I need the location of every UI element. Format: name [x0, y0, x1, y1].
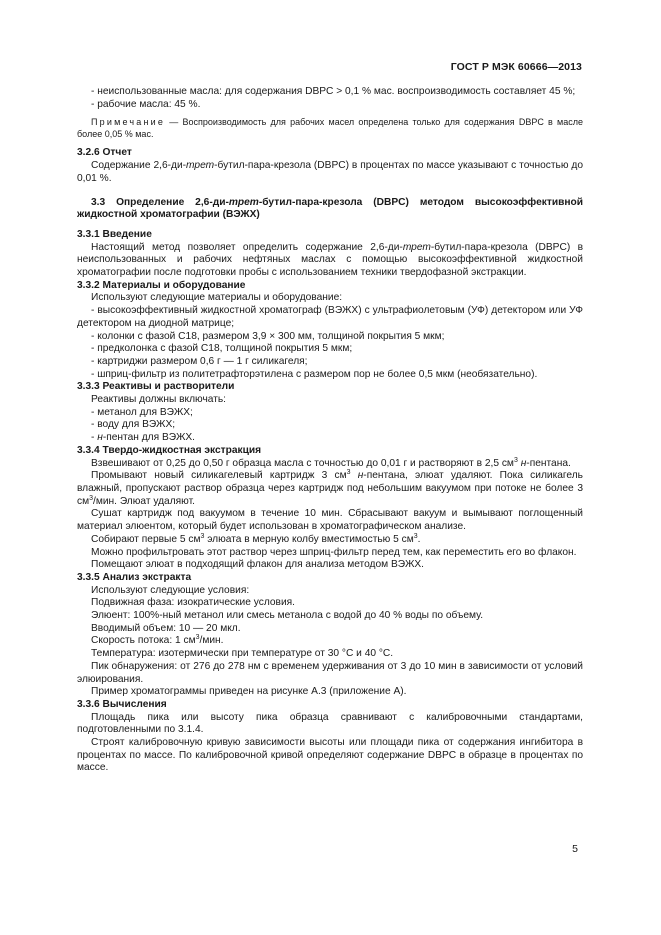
subsection-title: 3.3.2 Материалы и оборудование [77, 279, 246, 291]
paragraph: Скорость потока: 1 $см^3$/мин. [91, 634, 224, 647]
paragraph: Помещают элюат в подходящий флакон для анализа методом ВЭЖХ. [91, 559, 424, 571]
page-number: 5 [572, 843, 578, 855]
paragraph: Настоящий метод позволяет определить содержание 2,6-ди-трет-бутил-пара-крезола (DBPC) в неиспользованных и рабочих нефтяных маслах с помощью высокоэффективной жидкостной хроматографии после подготовки пробы с использованием техники твердофазной экстракции. [77, 241, 583, 279]
paragraph: Промывают новый силикагелевый картридж 3 $см^3$ н-пентана, элюат удаляют. Пока силикагель влажный, пропускают раствор образца через картридж под небольшим вакуумом при потоке не более 3 $см^3$/мин. Элюат удаляют. [77, 469, 583, 507]
list-item: - колонки с фазой С18, размером 3,9 × 300 мм, толщиной покрытия 5 мкм; [91, 330, 445, 342]
paragraph: Сушат картридж под вакуумом в течение 10 мин. Сбрасывают вакуум и вымывают поглощенный материал элюентом, который будет использован в хроматографическом анализе. [77, 508, 583, 533]
subsection-title: 3.3.5 Анализ экстракта [77, 571, 192, 583]
note-text: — Воспроизводимость для рабочих масел определена только для содержания DBPC в масле более 0,05 % мас. [77, 117, 583, 139]
section-title: 3.2.6 Отчет [77, 147, 132, 159]
subsection-title: 3.3.4 Твердо-жидкостная экстракция [77, 444, 262, 456]
standard-header: ГОСТ Р МЭК 60666—2013 [450, 61, 582, 73]
paragraph: Элюент: 100%-ный метанол или смесь метанола с водой до 40 % воды по объему. [91, 610, 484, 622]
paragraph: Содержание 2,6-ди-трет-бутил-пара-крезола (DBPC) в процентах по массе указывают с точностью до 0,01 %. [77, 160, 584, 184]
section-heading: 3.3 Определение 2,6-ди-трет-бутил-пара-крезола (DBPC) методом высокоэффективной жидкостной хроматографии (ВЭЖХ) [77, 196, 583, 221]
list-item: - н-пентан для ВЭЖХ. [91, 432, 195, 444]
list-item: - рабочие масла: 45 %. [91, 98, 201, 110]
paragraph: Используют следующие материалы и оборудование: [91, 292, 343, 304]
list-item: - высокоэффективный жидкостной хроматограф (ВЭЖХ) с ультрафиолетовым (УФ) детектором или УФ детектором на диодной матрице; [77, 305, 583, 329]
paragraph: Температура: изотермически при температуре от 30 °С и 40 °С. [91, 648, 394, 660]
subsection-title: 3.3.1 Введение [77, 228, 152, 240]
note-label: Примечание [91, 117, 166, 128]
list-item: - воду для ВЭЖХ; [91, 419, 176, 431]
list-item: - предколонка с фазой С18, толщиной покрытия 5 мкм; [91, 343, 353, 355]
paragraph: Подвижная фаза: изократические условия. [91, 597, 295, 609]
document-body [77, 86, 583, 775]
subsection-title: 3.3.6 Вычисления [77, 698, 167, 710]
paragraph: Вводимый объем: 10 — 20 мкл. [91, 622, 241, 634]
subsection-title: 3.3.3 Реактивы и растворители [77, 381, 235, 393]
paragraph: Строят калибровочную кривую зависимости высоты или площади пика от содержания ингибитора в процентах по массе. По калибровочной кривой определяют содержание DBPC в образце в процентах по массе. [77, 737, 583, 774]
paragraph: Реактивы должны включать: [91, 394, 226, 406]
paragraph: Взвешивают от 0,25 до 0,50 г образца масла с точностью до 0,01 г и растворяют в 2,5 $см^3$ н-пентана. [91, 456, 571, 469]
paragraph: Используют следующие условия: [91, 584, 250, 596]
paragraph: Собирают первые 5 $см^3$ элюата в мерную колбу вместимостью 5 $см^3$. [91, 532, 421, 545]
list-item: - неиспользованные масла: для содержания DBPC > 0,1 % мас. воспроизводимость составляет 45 %; [91, 86, 576, 97]
paragraph: Пример хроматограммы приведен на рисунке А.3 (приложение А). [91, 686, 407, 698]
list-item: - картриджи размером 0,6 г — 1 г силикагеля; [91, 355, 308, 367]
list-item: - шприц-фильтр из политетрафторэтилена с размером пор не более 0,5 мкм (необязательно). [91, 368, 538, 380]
paragraph: Можно профильтровать этот раствор через шприц-фильтр перед тем, как переместить его во флакон. [91, 546, 577, 558]
paragraph: Площадь пика или высоту пика образца сравнивают с калибровочными стандартами, подготовленными по 3.1.4. [77, 711, 583, 736]
paragraph: Пик обнаружения: от 276 до 278 нм с временем удерживания от 3 до 10 мин в зависимости от условий элюирования. [77, 660, 583, 685]
list-item: - метанол для ВЭЖХ; [91, 406, 193, 418]
note [77, 117, 583, 140]
